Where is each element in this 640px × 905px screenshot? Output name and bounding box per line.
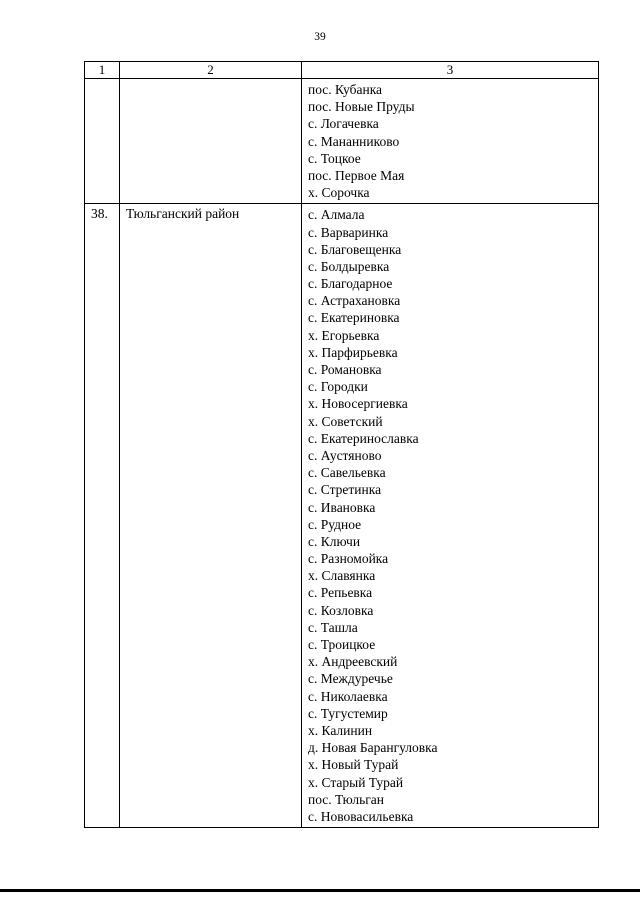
settlements-list	[302, 79, 599, 204]
settlement-item: с. Логачевка	[308, 116, 379, 132]
row-number	[85, 79, 120, 204]
settlement-item: с. Ключи	[308, 533, 361, 549]
settlement-item: пос. Кубанка	[308, 82, 383, 97]
settlement-item: с. Мананниково	[308, 133, 400, 149]
column-header-2: 2	[120, 62, 302, 79]
settlement-item: х. Парфирьевка	[308, 344, 398, 360]
settlement-item: с. Стретинка	[308, 482, 382, 498]
settlement-item: х. Советский	[308, 413, 383, 429]
district-name	[120, 79, 302, 204]
settlement-item: с. Астрахановка	[308, 293, 401, 309]
settlement-item: с. Савельевка	[308, 465, 386, 481]
footer-rule	[0, 889, 640, 892]
table-body	[85, 79, 599, 828]
settlement-item: с. Троицкое	[308, 637, 376, 652]
table-header-row	[85, 62, 599, 79]
settlement-item: с. Алмала	[308, 207, 365, 223]
settlement-item: с. Ташла	[308, 619, 358, 635]
settlement-item: с. Варваринка	[308, 224, 389, 240]
settlement-item: с. Екатеринославка	[308, 430, 419, 446]
settlement-item: пос. Первое Мая	[308, 167, 405, 183]
row-number: 38.	[85, 204, 120, 828]
settlement-item: с. Разномойка	[308, 551, 389, 567]
settlement-item: х. Славянка	[308, 568, 376, 584]
settlement-item: с. Болдыревка	[308, 258, 390, 274]
settlement-item: х. Сорочка	[308, 185, 370, 201]
settlement-item: с. Нововасильевка	[308, 808, 414, 824]
table-row	[85, 204, 599, 828]
district-name: Тюльганский район	[120, 204, 302, 828]
settlement-item: с. Николаевка	[308, 688, 388, 704]
column-header-3: 3	[302, 62, 599, 79]
settlement-item: пос. Тюльган	[308, 791, 385, 807]
settlement-item: с. Ивановка	[308, 499, 376, 515]
settlement-item: с. Благодарное	[308, 276, 393, 292]
table-row	[85, 79, 599, 204]
settlement-item: х. Новосергиевка	[308, 396, 408, 412]
settlement-item: х. Калинин	[308, 722, 373, 738]
page-number: 39	[314, 31, 326, 43]
settlement-item: с. Благовещенка	[308, 241, 402, 257]
settlement-item: с. Тоцкое	[308, 150, 361, 166]
settlement-item: с. Козловка	[308, 602, 374, 618]
settlement-item: х. Андреевский	[308, 654, 398, 670]
settlement-item: с. Рудное	[308, 516, 362, 532]
settlement-item: с. Аустяново	[308, 447, 382, 463]
settlement-item: с. Репьевка	[308, 585, 373, 601]
settlement-item: х. Егорьевка	[308, 327, 380, 343]
settlement-item: д. Новая Барангуловка	[308, 740, 438, 756]
column-header-1: 1	[85, 62, 120, 79]
settlements-table	[84, 61, 599, 828]
settlement-item: х. Старый Турай	[308, 774, 404, 790]
settlement-item: с. Романовка	[308, 362, 382, 377]
settlements-list	[302, 204, 599, 828]
settlement-item: с. Междуречье	[308, 671, 393, 687]
settlement-item: х. Новый Турай	[308, 757, 399, 773]
settlement-item: с. Тугустемир	[308, 705, 388, 721]
settlement-item: с. Городки	[308, 379, 368, 395]
settlement-item: с. Екатериновка	[308, 310, 400, 326]
settlement-item: пос. Новые Пруды	[308, 99, 415, 115]
